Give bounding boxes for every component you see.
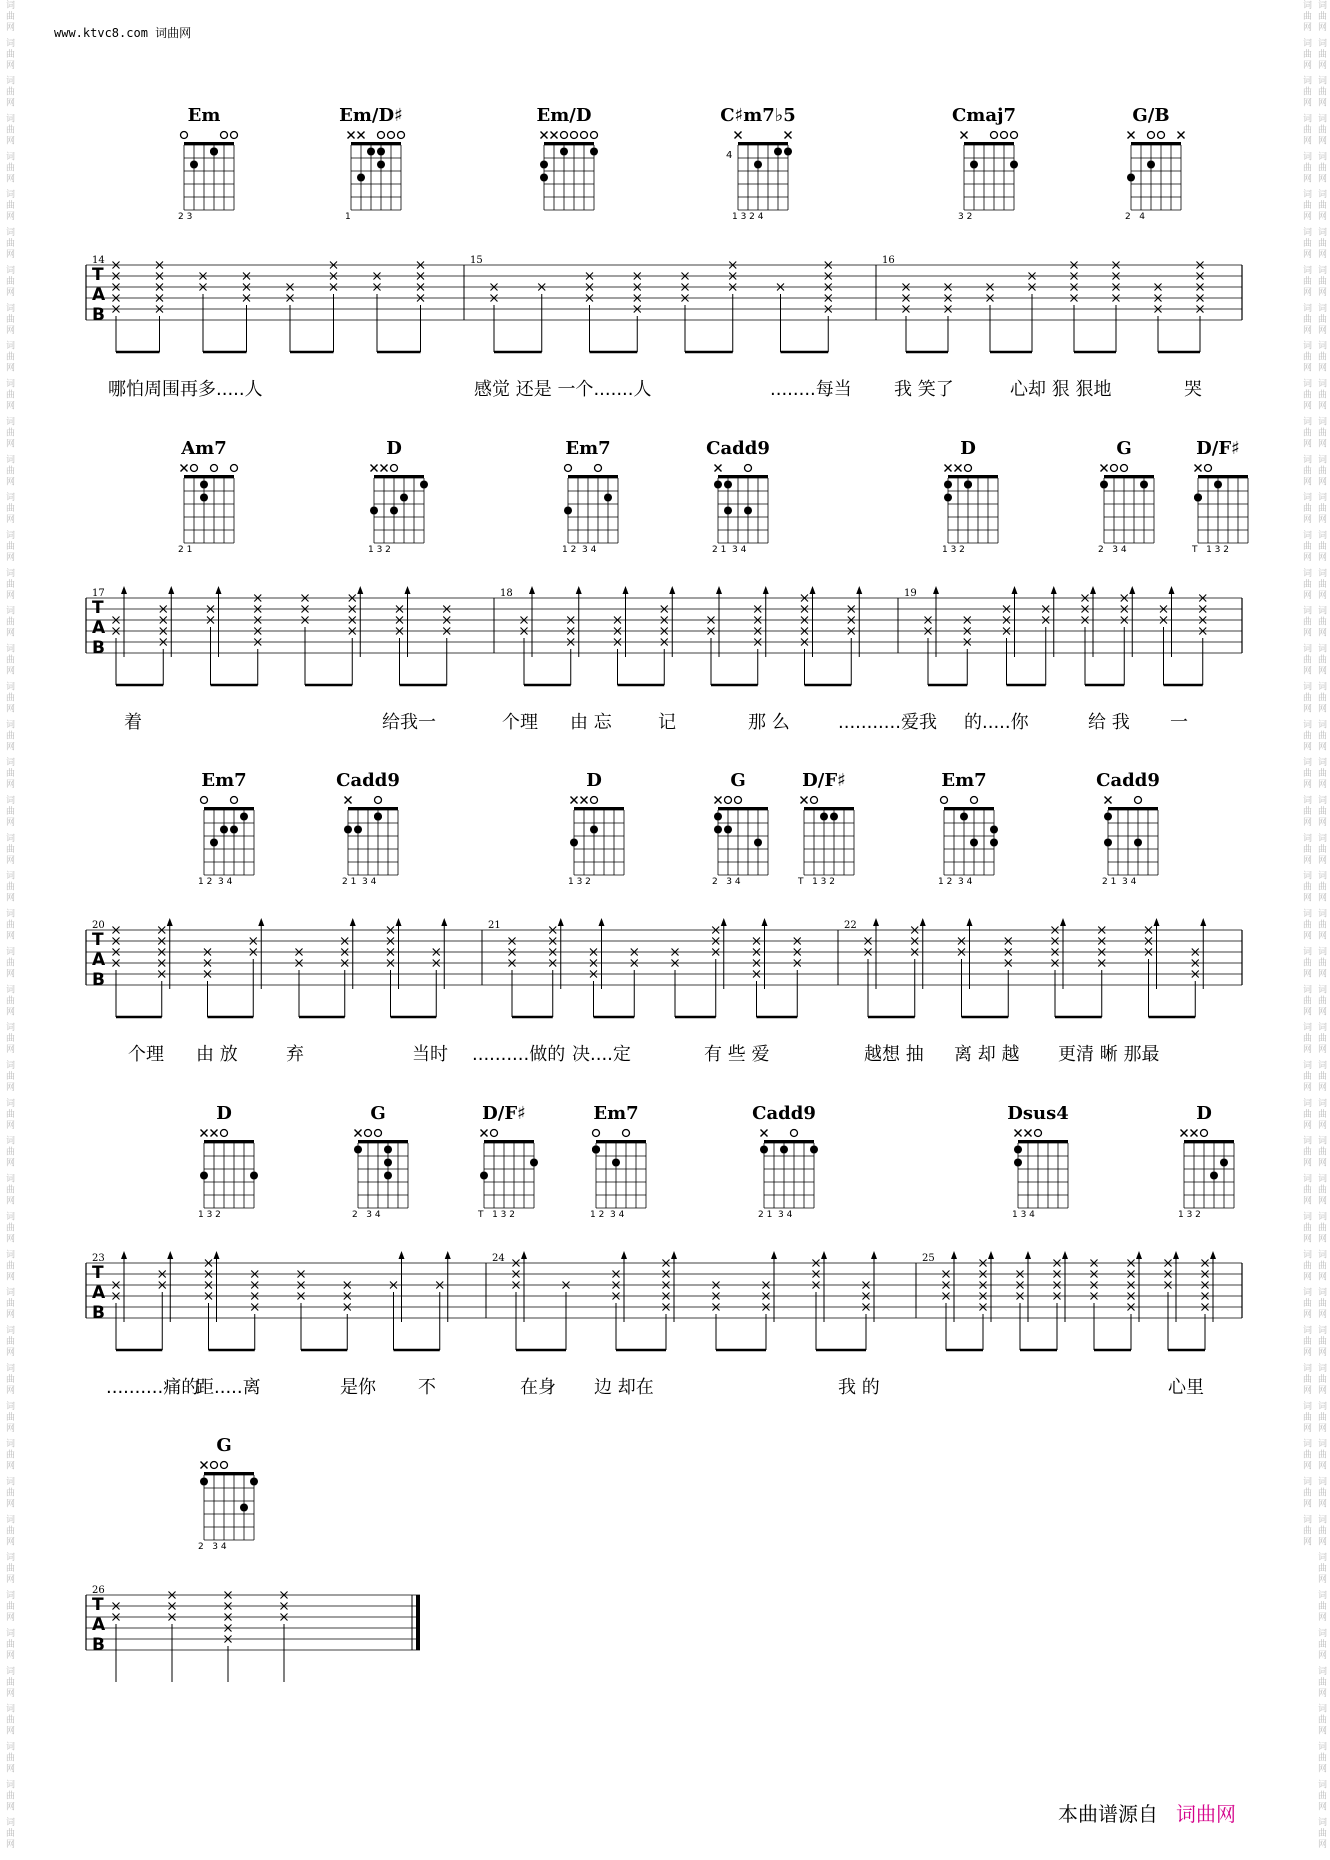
lyric-fragment: 我 笑了 bbox=[894, 379, 954, 400]
footer-site-link[interactable]: 词曲网 bbox=[1176, 1802, 1236, 1826]
footer-source-label: 本曲谱源自 bbox=[1058, 1802, 1158, 1826]
footer bbox=[1058, 1798, 1236, 1827]
chord-fingering: 2 4 bbox=[1125, 212, 1146, 222]
chord-fingering: 1 3 2 bbox=[942, 545, 965, 555]
chord-fingering: T 1 3 2 bbox=[798, 877, 835, 887]
chord-name: Cadd9 bbox=[336, 770, 400, 791]
chord-fingering: 1 3 2 4 bbox=[732, 212, 764, 222]
chord-fingering: 1 3 4 bbox=[1012, 1210, 1035, 1220]
chord-fingering: 1 2 3 4 bbox=[590, 1210, 625, 1220]
tab-clef-letter: T bbox=[92, 1595, 104, 1615]
measure-number: 23 bbox=[92, 1253, 105, 1264]
chord-fingering: 2 1 3 4 bbox=[758, 1210, 793, 1220]
system-3 bbox=[86, 770, 1242, 1090]
right-watermark: 词曲网 词曲网 词曲网 词曲网 词曲网 词曲网 词曲网 词曲网 词曲网 词曲网 词曲网 词曲网 词曲网 词曲网 词曲网 词曲网 词曲网 词曲网 词曲网 词曲网 词曲网 词曲网 词曲网 词曲网 词曲网 词曲网 词曲网 词曲网 词曲网 词曲网 词曲网 词曲网 词曲网 词曲网 词曲网 词曲网 词曲网 词曲网 词曲网 词曲网 词曲网 词曲网 词曲网 词曲网 词曲网 词曲网 词曲网 词曲网 词曲网 词曲网 词曲网 词曲网 词曲网 词曲网 词曲网 词曲网 词曲网 词曲网 词曲网 词曲网 词曲网 词曲网 词曲网 词曲网 词曲网 词曲网 词曲网 词曲网 词曲网 词曲网 词曲网 词曲网 词曲网 词曲网 词曲网 词曲网 词曲网 词曲网 词曲网 词曲网 词曲网 词曲网 词曲网 词曲网 词曲网 词曲网 词曲网 词曲网 词曲网 词曲网 bbox=[1301, 0, 1326, 1851]
chord-name: Em/D♯ bbox=[339, 105, 403, 126]
measure-number: 21 bbox=[488, 920, 501, 931]
chord-fingering: 1 3 2 bbox=[368, 545, 391, 555]
lyric-fragment: 记 bbox=[658, 712, 676, 733]
measure-number: 24 bbox=[492, 1253, 505, 1264]
chord-name: Em7 bbox=[593, 1103, 639, 1124]
lyric-fragment: 个理 bbox=[128, 1044, 164, 1065]
chord-name: D bbox=[586, 770, 602, 791]
lyric-fragment: 距.....离 bbox=[196, 1377, 261, 1398]
tab-clef-letter: B bbox=[92, 638, 105, 658]
tab-clef-letter: T bbox=[92, 598, 104, 618]
chord-fingering: T 1 3 2 bbox=[1192, 545, 1229, 555]
chord-name: Em/D bbox=[536, 105, 592, 126]
lyric-fragment: 在身 bbox=[520, 1377, 556, 1398]
measure-number: 16 bbox=[882, 255, 895, 266]
chord-fingering: 3 2 bbox=[958, 212, 973, 222]
chord-name: D/F♯ bbox=[482, 1103, 526, 1124]
lyric-fragment: 那 么 bbox=[748, 712, 790, 733]
tab-clef-letter: A bbox=[92, 1615, 106, 1635]
left-watermark: 词曲网 词曲网 词曲网 词曲网 词曲网 词曲网 词曲网 词曲网 词曲网 词曲网 词曲网 词曲网 词曲网 词曲网 词曲网 词曲网 词曲网 词曲网 词曲网 词曲网 词曲网 词曲网 词曲网 词曲网 词曲网 词曲网 词曲网 词曲网 词曲网 词曲网 词曲网 词曲网 词曲网 词曲网 词曲网 词曲网 词曲网 词曲网 词曲网 词曲网 词曲网 词曲网 词曲网 词曲网 词曲网 词曲网 词曲网 词曲网 词曲网 bbox=[4, 0, 14, 1851]
tab-clef-letter: T bbox=[92, 1263, 104, 1283]
lyric-fragment: 由 放 bbox=[196, 1044, 238, 1065]
system-1 bbox=[86, 105, 1242, 425]
chord-name: Dsus4 bbox=[1007, 1103, 1069, 1124]
tab-clef-letter: A bbox=[92, 618, 106, 638]
chord-fingering: 2 1 3 4 bbox=[712, 545, 747, 555]
chord-fingering: 2 3 4 bbox=[712, 877, 741, 887]
lyric-fragment: 由 忘 bbox=[570, 712, 612, 733]
lyric-fragment: ..........痛的 bbox=[106, 1377, 200, 1398]
system-2 bbox=[86, 438, 1242, 758]
measure-number: 15 bbox=[470, 255, 483, 266]
tab-clef-letter: T bbox=[92, 930, 104, 950]
chord-name: G bbox=[1116, 438, 1132, 459]
header-site-text: www.ktvc8.com 词曲网 bbox=[54, 26, 192, 40]
tab-clef-letter: A bbox=[92, 1283, 106, 1303]
lyric-fragment: 弃 bbox=[286, 1044, 304, 1065]
chord-fingering: 2 3 4 bbox=[198, 1542, 227, 1552]
measure-number: 22 bbox=[844, 920, 857, 931]
lyric-fragment: ...........爱我 bbox=[838, 712, 937, 733]
tab-clef-letter: B bbox=[92, 1635, 105, 1655]
measure-number: 25 bbox=[922, 1253, 935, 1264]
chord-name: Cadd9 bbox=[1096, 770, 1160, 791]
system-4 bbox=[86, 1103, 1242, 1423]
tab-staff bbox=[86, 105, 1246, 365]
lyric-fragment: ..........做的 bbox=[472, 1044, 566, 1065]
chord-name: Cadd9 bbox=[752, 1103, 816, 1124]
chord-name: Em7 bbox=[201, 770, 247, 791]
measure-number: 17 bbox=[92, 588, 105, 599]
lyric-fragment: 心却 狠 狠地 bbox=[1010, 379, 1112, 400]
chord-fingering: 2 1 bbox=[178, 545, 193, 555]
lyric-fragment: ........每当 bbox=[770, 379, 852, 400]
chord-fingering: T 1 3 2 bbox=[478, 1210, 515, 1220]
chord-name: D/F♯ bbox=[1196, 438, 1240, 459]
chord-name: D/F♯ bbox=[802, 770, 846, 791]
chord-name: D bbox=[216, 1103, 232, 1124]
chord-fingering: 1 2 3 4 bbox=[562, 545, 597, 555]
chord-fingering: 2 3 4 bbox=[352, 1210, 381, 1220]
chord-fingering: 1 bbox=[345, 212, 351, 222]
lyric-fragment: 个理 bbox=[502, 712, 538, 733]
measure-number: 19 bbox=[904, 588, 917, 599]
chord-fingering: 1 3 2 bbox=[1178, 1210, 1201, 1220]
chord-fingering: 1 3 2 bbox=[568, 877, 591, 887]
system-5 bbox=[86, 1435, 1242, 1755]
tab-clef-letter: B bbox=[92, 1303, 105, 1323]
measure-number: 26 bbox=[92, 1585, 105, 1596]
chord-fret-number: 4 bbox=[726, 150, 733, 161]
lyric-fragment: 感觉 还是 一个.......人 bbox=[474, 379, 652, 400]
lyric-fragment: 不 bbox=[418, 1377, 436, 1398]
chord-name: G bbox=[216, 1435, 232, 1456]
chord-fingering: 1 2 3 4 bbox=[198, 877, 233, 887]
lyric-fragment: 当时 bbox=[412, 1044, 448, 1065]
chord-fingering: 2 1 3 4 bbox=[342, 877, 377, 887]
chord-name: Em7 bbox=[565, 438, 611, 459]
chord-name: G bbox=[730, 770, 746, 791]
lyric-fragment: 哪怕周围再多.....人 bbox=[108, 379, 263, 400]
tab-clef-letter: B bbox=[92, 970, 105, 990]
lyric-fragment: 更清 晰 那最 bbox=[1058, 1044, 1160, 1065]
tab-clef-letter: A bbox=[92, 285, 106, 305]
chord-name: Am7 bbox=[181, 438, 227, 459]
lyric-fragment: 一 bbox=[1170, 712, 1188, 733]
tab-clef bbox=[92, 930, 105, 990]
chord-name: Em7 bbox=[941, 770, 987, 791]
chord-fingering: 2 3 4 bbox=[1098, 545, 1127, 555]
lyric-fragment: 的.....你 bbox=[964, 712, 1029, 733]
chord-fingering: 1 3 2 bbox=[198, 1210, 221, 1220]
lyric-fragment: 我 的 bbox=[838, 1377, 880, 1398]
chord-name: D bbox=[960, 438, 976, 459]
chord-name: D bbox=[1196, 1103, 1212, 1124]
lyric-fragment: 是你 bbox=[340, 1377, 376, 1398]
tab-clef-letter: A bbox=[92, 950, 106, 970]
tab-clef-letter: T bbox=[92, 265, 104, 285]
tab-clef bbox=[92, 598, 105, 658]
tab-clef-letter: B bbox=[92, 305, 105, 325]
chord-name: Cmaj7 bbox=[951, 105, 1017, 126]
lyric-fragment: 有 些 爱 bbox=[704, 1044, 770, 1065]
tab-staff bbox=[86, 1435, 424, 1695]
lyric-fragment: 心里 bbox=[1168, 1377, 1204, 1398]
measure-number: 14 bbox=[92, 255, 105, 266]
chord-fingering: 2 3 bbox=[178, 212, 193, 222]
measure-number: 18 bbox=[500, 588, 513, 599]
chord-name: C♯m7♭5 bbox=[720, 105, 796, 126]
chord-name: G/B bbox=[1132, 105, 1170, 126]
tab-staff bbox=[86, 1103, 1246, 1363]
measure-number: 20 bbox=[92, 920, 105, 931]
tab-staff bbox=[86, 438, 1246, 698]
tab-staff bbox=[86, 770, 1246, 1030]
tab-clef bbox=[92, 1595, 105, 1655]
lyric-fragment: 离 却 越 bbox=[954, 1044, 1020, 1065]
chord-fingering: 1 2 3 4 bbox=[938, 877, 973, 887]
tab-clef bbox=[92, 1263, 105, 1323]
lyric-fragment: 给我一 bbox=[382, 712, 436, 733]
lyric-fragment: 着 bbox=[124, 712, 142, 733]
lyric-fragment: 决....定 bbox=[572, 1044, 631, 1065]
chord-fingering: 2 1 3 4 bbox=[1102, 877, 1137, 887]
lyric-fragment: 给 我 bbox=[1088, 712, 1130, 733]
lyric-fragment: 边 却在 bbox=[594, 1377, 654, 1398]
lyric-fragment: 越想 抽 bbox=[864, 1044, 924, 1065]
chord-name: D bbox=[386, 438, 402, 459]
chord-name: Cadd9 bbox=[706, 438, 770, 459]
lyric-fragment: 哭 bbox=[1184, 379, 1202, 400]
chord-name: G bbox=[370, 1103, 386, 1124]
chord-name: Em bbox=[187, 105, 221, 126]
tab-clef bbox=[92, 265, 105, 325]
